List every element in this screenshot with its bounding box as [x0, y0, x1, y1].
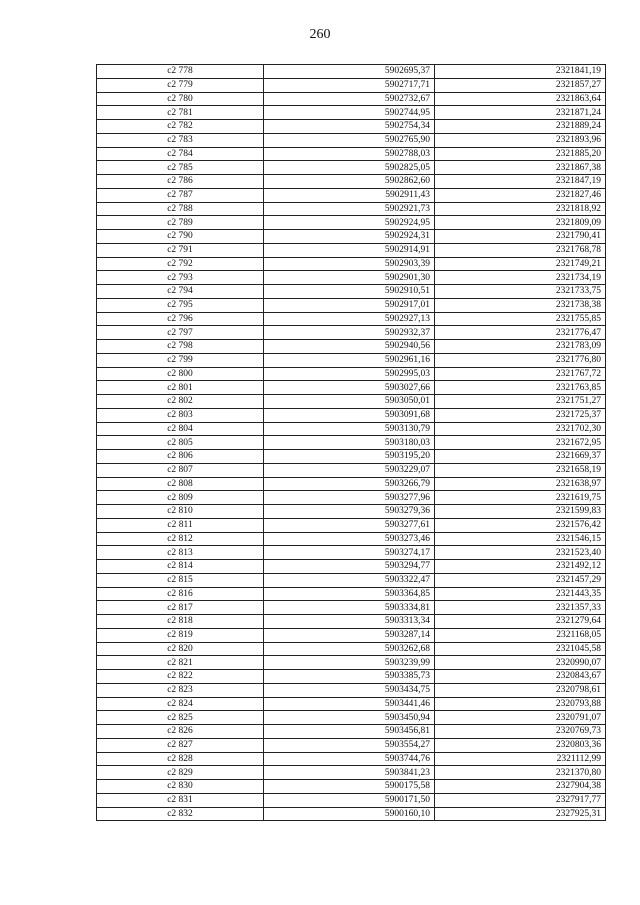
y-coordinate-cell: 2321523,40 [435, 546, 606, 560]
point-id-cell: с2 801 [97, 381, 264, 395]
x-coordinate-cell: 5902732,67 [264, 92, 435, 106]
point-id-cell: с2 782 [97, 120, 264, 134]
point-id-cell: с2 796 [97, 312, 264, 326]
table-row [97, 477, 606, 491]
point-id-cell: с2 804 [97, 422, 264, 436]
table-row [97, 65, 606, 79]
x-coordinate-cell: 5903841,23 [264, 766, 435, 780]
point-id-cell: с2 817 [97, 601, 264, 615]
table-row [97, 780, 606, 794]
point-id-cell: с2 822 [97, 670, 264, 684]
x-coordinate-cell: 5900171,50 [264, 793, 435, 807]
x-coordinate-cell: 5903239,99 [264, 656, 435, 670]
table-row [97, 120, 606, 134]
y-coordinate-cell: 2320791,07 [435, 711, 606, 725]
table-row [97, 285, 606, 299]
table-row [97, 340, 606, 354]
point-id-cell: с2 800 [97, 367, 264, 381]
y-coordinate-cell: 2321370,80 [435, 766, 606, 780]
x-coordinate-cell: 5903274,17 [264, 546, 435, 560]
y-coordinate-cell: 2321749,21 [435, 257, 606, 271]
point-id-cell: с2 780 [97, 92, 264, 106]
x-coordinate-cell: 5902961,16 [264, 353, 435, 367]
table-row [97, 656, 606, 670]
x-coordinate-cell: 5903456,81 [264, 725, 435, 739]
x-coordinate-cell: 5903277,96 [264, 491, 435, 505]
table-row [97, 271, 606, 285]
point-id-cell: с2 820 [97, 642, 264, 656]
y-coordinate-cell: 2321738,38 [435, 298, 606, 312]
coordinates-table [96, 64, 606, 821]
x-coordinate-cell: 5903385,73 [264, 670, 435, 684]
point-id-cell: с2 788 [97, 202, 264, 216]
x-coordinate-cell: 5902921,73 [264, 202, 435, 216]
x-coordinate-cell: 5903229,07 [264, 463, 435, 477]
table-row [97, 505, 606, 519]
point-id-cell: с2 778 [97, 65, 264, 79]
x-coordinate-cell: 5903027,66 [264, 381, 435, 395]
table-row [97, 133, 606, 147]
point-id-cell: с2 810 [97, 505, 264, 519]
y-coordinate-cell: 2321790,41 [435, 230, 606, 244]
table-row [97, 450, 606, 464]
point-id-cell: с2 812 [97, 532, 264, 546]
table-row [97, 92, 606, 106]
point-id-cell: с2 789 [97, 216, 264, 230]
table-row [97, 188, 606, 202]
x-coordinate-cell: 5902932,37 [264, 326, 435, 340]
table-row [97, 491, 606, 505]
table-row [97, 601, 606, 615]
table-row [97, 243, 606, 257]
point-id-cell: с2 814 [97, 560, 264, 574]
x-coordinate-cell: 5903287,14 [264, 628, 435, 642]
table-row [97, 738, 606, 752]
table-row [97, 367, 606, 381]
point-id-cell: с2 781 [97, 106, 264, 120]
point-id-cell: с2 808 [97, 477, 264, 491]
x-coordinate-cell: 5903554,27 [264, 738, 435, 752]
table-row [97, 147, 606, 161]
x-coordinate-cell: 5903195,20 [264, 450, 435, 464]
x-coordinate-cell: 5902927,13 [264, 312, 435, 326]
point-id-cell: с2 829 [97, 766, 264, 780]
x-coordinate-cell: 5902910,51 [264, 285, 435, 299]
y-coordinate-cell: 2321767,72 [435, 367, 606, 381]
table-row [97, 752, 606, 766]
y-coordinate-cell: 2321751,27 [435, 395, 606, 409]
table-row [97, 615, 606, 629]
y-coordinate-cell: 2321546,15 [435, 532, 606, 546]
x-coordinate-cell: 5902744,95 [264, 106, 435, 120]
y-coordinate-cell: 2327917,77 [435, 793, 606, 807]
y-coordinate-cell: 2321168,05 [435, 628, 606, 642]
table-row [97, 560, 606, 574]
table-row [97, 298, 606, 312]
y-coordinate-cell: 2321885,20 [435, 147, 606, 161]
table-row [97, 175, 606, 189]
y-coordinate-cell: 2321357,33 [435, 601, 606, 615]
point-id-cell: с2 802 [97, 395, 264, 409]
y-coordinate-cell: 2321734,19 [435, 271, 606, 285]
y-coordinate-cell: 2321841,19 [435, 65, 606, 79]
point-id-cell: с2 815 [97, 573, 264, 587]
point-id-cell: с2 823 [97, 683, 264, 697]
table-row [97, 202, 606, 216]
table-row [97, 642, 606, 656]
x-coordinate-cell: 5902903,39 [264, 257, 435, 271]
y-coordinate-cell: 2321045,58 [435, 642, 606, 656]
x-coordinate-cell: 5903313,34 [264, 615, 435, 629]
y-coordinate-cell: 2327925,31 [435, 807, 606, 821]
point-id-cell: с2 791 [97, 243, 264, 257]
y-coordinate-cell: 2321702,30 [435, 422, 606, 436]
x-coordinate-cell: 5902940,56 [264, 340, 435, 354]
y-coordinate-cell: 2321847,19 [435, 175, 606, 189]
y-coordinate-cell: 2321669,37 [435, 450, 606, 464]
point-id-cell: с2 816 [97, 587, 264, 601]
table-row [97, 683, 606, 697]
table-row [97, 408, 606, 422]
table-row [97, 546, 606, 560]
x-coordinate-cell: 5902788,03 [264, 147, 435, 161]
table-row [97, 395, 606, 409]
table-row [97, 422, 606, 436]
y-coordinate-cell: 2320769,73 [435, 725, 606, 739]
x-coordinate-cell: 5902911,43 [264, 188, 435, 202]
point-id-cell: с2 797 [97, 326, 264, 340]
y-coordinate-cell: 2321457,29 [435, 573, 606, 587]
point-id-cell: с2 784 [97, 147, 264, 161]
x-coordinate-cell: 5903050,01 [264, 395, 435, 409]
point-id-cell: с2 819 [97, 628, 264, 642]
coordinates-table-body [97, 65, 606, 821]
y-coordinate-cell: 2321827,46 [435, 188, 606, 202]
table-row [97, 312, 606, 326]
point-id-cell: с2 828 [97, 752, 264, 766]
table-row [97, 106, 606, 120]
x-coordinate-cell: 5903273,46 [264, 532, 435, 546]
x-coordinate-cell: 5902765,90 [264, 133, 435, 147]
point-id-cell: с2 811 [97, 518, 264, 532]
point-id-cell: с2 779 [97, 78, 264, 92]
table-row [97, 161, 606, 175]
point-id-cell: с2 813 [97, 546, 264, 560]
y-coordinate-cell: 2321863,64 [435, 92, 606, 106]
point-id-cell: с2 806 [97, 450, 264, 464]
x-coordinate-cell: 5903262,68 [264, 642, 435, 656]
x-coordinate-cell: 5903277,61 [264, 518, 435, 532]
y-coordinate-cell: 2321492,12 [435, 560, 606, 574]
point-id-cell: с2 792 [97, 257, 264, 271]
y-coordinate-cell: 2321889,24 [435, 120, 606, 134]
table-row [97, 766, 606, 780]
y-coordinate-cell: 2321809,09 [435, 216, 606, 230]
table-row [97, 326, 606, 340]
point-id-cell: с2 805 [97, 436, 264, 450]
x-coordinate-cell: 5903091,68 [264, 408, 435, 422]
y-coordinate-cell: 2321672,95 [435, 436, 606, 450]
table-row [97, 381, 606, 395]
x-coordinate-cell: 5902717,71 [264, 78, 435, 92]
table-row [97, 670, 606, 684]
x-coordinate-cell: 5902924,31 [264, 230, 435, 244]
point-id-cell: с2 803 [97, 408, 264, 422]
x-coordinate-cell: 5903266,79 [264, 477, 435, 491]
x-coordinate-cell: 5902754,34 [264, 120, 435, 134]
y-coordinate-cell: 2321857,27 [435, 78, 606, 92]
x-coordinate-cell: 5902695,37 [264, 65, 435, 79]
y-coordinate-cell: 2320798,61 [435, 683, 606, 697]
y-coordinate-cell: 2321871,24 [435, 106, 606, 120]
x-coordinate-cell: 5903294,77 [264, 560, 435, 574]
y-coordinate-cell: 2320793,88 [435, 697, 606, 711]
point-id-cell: с2 786 [97, 175, 264, 189]
x-coordinate-cell: 5902825,05 [264, 161, 435, 175]
table-row [97, 463, 606, 477]
table-row [97, 725, 606, 739]
x-coordinate-cell: 5902901,30 [264, 271, 435, 285]
point-id-cell: с2 832 [97, 807, 264, 821]
table-row [97, 518, 606, 532]
point-id-cell: с2 831 [97, 793, 264, 807]
x-coordinate-cell: 5900175,58 [264, 780, 435, 794]
x-coordinate-cell: 5900160,10 [264, 807, 435, 821]
table-row [97, 230, 606, 244]
point-id-cell: с2 818 [97, 615, 264, 629]
x-coordinate-cell: 5902995,03 [264, 367, 435, 381]
point-id-cell: с2 807 [97, 463, 264, 477]
point-id-cell: с2 790 [97, 230, 264, 244]
x-coordinate-cell: 5903744,76 [264, 752, 435, 766]
x-coordinate-cell: 5903279,36 [264, 505, 435, 519]
x-coordinate-cell: 5903434,75 [264, 683, 435, 697]
point-id-cell: с2 783 [97, 133, 264, 147]
table-row [97, 78, 606, 92]
table-row [97, 257, 606, 271]
y-coordinate-cell: 2321279,64 [435, 615, 606, 629]
y-coordinate-cell: 2321776,47 [435, 326, 606, 340]
y-coordinate-cell: 2321599,83 [435, 505, 606, 519]
x-coordinate-cell: 5902914,91 [264, 243, 435, 257]
y-coordinate-cell: 2327904,38 [435, 780, 606, 794]
page-number: 260 [309, 27, 331, 42]
y-coordinate-cell: 2320990,07 [435, 656, 606, 670]
x-coordinate-cell: 5903322,47 [264, 573, 435, 587]
y-coordinate-cell: 2321725,37 [435, 408, 606, 422]
table-row [97, 628, 606, 642]
y-coordinate-cell: 2321443,35 [435, 587, 606, 601]
y-coordinate-cell: 2320843,67 [435, 670, 606, 684]
x-coordinate-cell: 5903130,79 [264, 422, 435, 436]
point-id-cell: с2 793 [97, 271, 264, 285]
table-row [97, 587, 606, 601]
y-coordinate-cell: 2320803,36 [435, 738, 606, 752]
point-id-cell: с2 825 [97, 711, 264, 725]
x-coordinate-cell: 5903450,94 [264, 711, 435, 725]
y-coordinate-cell: 2321619,75 [435, 491, 606, 505]
table-row [97, 697, 606, 711]
table-row [97, 216, 606, 230]
point-id-cell: с2 827 [97, 738, 264, 752]
x-coordinate-cell: 5903441,46 [264, 697, 435, 711]
y-coordinate-cell: 2321867,38 [435, 161, 606, 175]
point-id-cell: с2 787 [97, 188, 264, 202]
point-id-cell: с2 826 [97, 725, 264, 739]
point-id-cell: с2 830 [97, 780, 264, 794]
point-id-cell: с2 785 [97, 161, 264, 175]
y-coordinate-cell: 2321658,19 [435, 463, 606, 477]
y-coordinate-cell: 2321576,42 [435, 518, 606, 532]
x-coordinate-cell: 5902924,95 [264, 216, 435, 230]
table-row [97, 711, 606, 725]
y-coordinate-cell: 2321768,78 [435, 243, 606, 257]
table-row [97, 793, 606, 807]
y-coordinate-cell: 2321755,85 [435, 312, 606, 326]
point-id-cell: с2 798 [97, 340, 264, 354]
point-id-cell: с2 824 [97, 697, 264, 711]
point-id-cell: с2 795 [97, 298, 264, 312]
y-coordinate-cell: 2321818,92 [435, 202, 606, 216]
y-coordinate-cell: 2321112,99 [435, 752, 606, 766]
x-coordinate-cell: 5902862,60 [264, 175, 435, 189]
table-row [97, 532, 606, 546]
x-coordinate-cell: 5902917,01 [264, 298, 435, 312]
table-row [97, 436, 606, 450]
x-coordinate-cell: 5903364,85 [264, 587, 435, 601]
y-coordinate-cell: 2321763,85 [435, 381, 606, 395]
y-coordinate-cell: 2321638,97 [435, 477, 606, 491]
y-coordinate-cell: 2321893,96 [435, 133, 606, 147]
table-row [97, 573, 606, 587]
x-coordinate-cell: 5903334,81 [264, 601, 435, 615]
y-coordinate-cell: 2321733,75 [435, 285, 606, 299]
y-coordinate-cell: 2321783,09 [435, 340, 606, 354]
point-id-cell: с2 794 [97, 285, 264, 299]
point-id-cell: с2 799 [97, 353, 264, 367]
point-id-cell: с2 821 [97, 656, 264, 670]
table-row [97, 807, 606, 821]
x-coordinate-cell: 5903180,03 [264, 436, 435, 450]
y-coordinate-cell: 2321776,80 [435, 353, 606, 367]
table-row [97, 353, 606, 367]
point-id-cell: с2 809 [97, 491, 264, 505]
